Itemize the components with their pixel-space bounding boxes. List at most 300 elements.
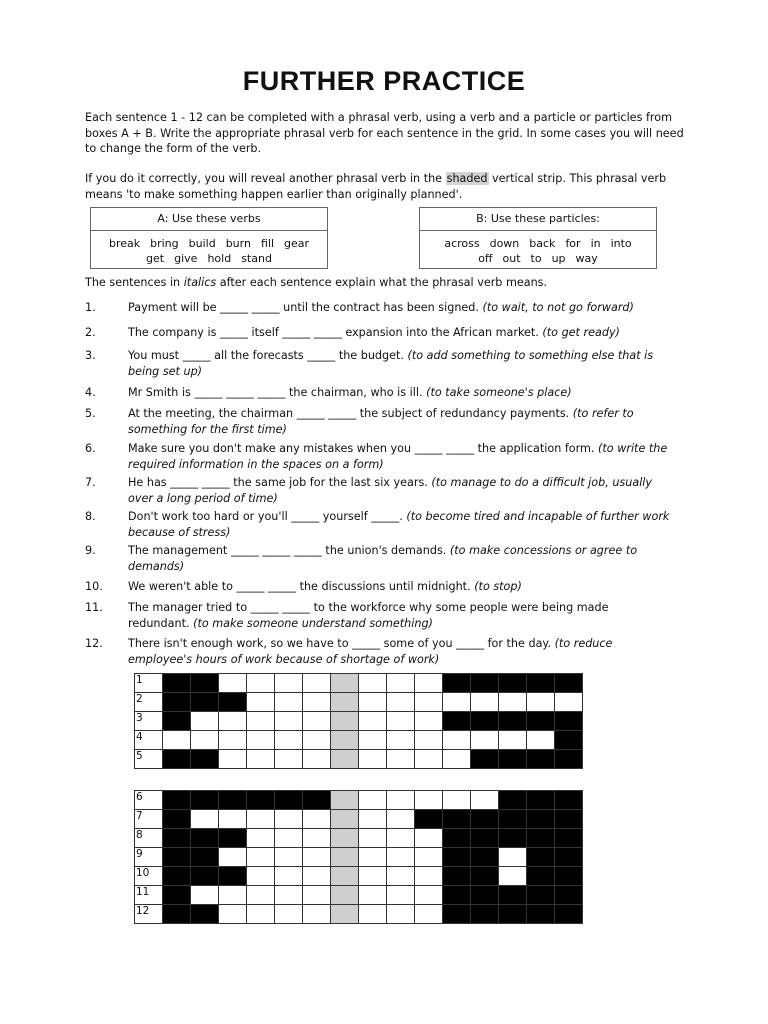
grid-cell <box>135 674 163 693</box>
grid-cell[interactable] <box>471 693 499 712</box>
grid-cell-blocked <box>163 905 191 924</box>
grid-cell-blocked <box>555 905 583 924</box>
grid-cell-blocked <box>499 886 527 905</box>
explain-end: after each sentence explain what the phrasal verb means. <box>216 276 548 289</box>
grid-row-label: 9 <box>136 848 143 860</box>
grid-row <box>135 750 583 769</box>
grid-cell <box>135 867 163 886</box>
grid-cell[interactable] <box>415 731 443 750</box>
verb-word: stand <box>241 252 272 265</box>
grid-cell-shaded[interactable] <box>331 693 359 712</box>
grid-cell[interactable] <box>247 674 275 693</box>
grid-cell-blocked <box>219 829 247 848</box>
grid-cell[interactable] <box>359 829 387 848</box>
grid-cell[interactable] <box>415 886 443 905</box>
grid-cell <box>135 848 163 867</box>
grid-cell-blocked <box>471 829 499 848</box>
sentence-body <box>128 325 670 341</box>
grid-cell[interactable] <box>219 712 247 731</box>
grid-cell-shaded[interactable] <box>331 674 359 693</box>
sentence-number: 9. <box>85 544 96 557</box>
page-title: FURTHER PRACTICE <box>242 66 526 96</box>
grid-cell[interactable] <box>275 712 303 731</box>
grid-cell[interactable] <box>247 867 275 886</box>
grid-cell[interactable] <box>415 712 443 731</box>
grid-cell-blocked <box>163 867 191 886</box>
verb-word: build <box>188 237 216 250</box>
sentence-body <box>128 300 670 316</box>
grid-cell[interactable] <box>415 848 443 867</box>
grid-cell[interactable] <box>219 731 247 750</box>
grid-cell[interactable] <box>275 905 303 924</box>
grid-row-label: 2 <box>136 693 143 705</box>
grid-row <box>135 791 583 810</box>
verbs-line-1 <box>91 236 327 251</box>
sentence-number: 10. <box>85 580 103 593</box>
grid-cell[interactable] <box>359 905 387 924</box>
grid-cell-blocked <box>443 867 471 886</box>
grid-cell[interactable] <box>415 791 443 810</box>
sentence-number: 4. <box>85 386 96 399</box>
grid-row <box>135 867 583 886</box>
grid-cell-blocked <box>471 886 499 905</box>
grid-cell-blocked <box>527 674 555 693</box>
grid-cell-blocked <box>163 791 191 810</box>
grid-cell[interactable] <box>275 829 303 848</box>
sentence-meaning: (to add something to something else that is being set up) <box>128 349 654 378</box>
grid-row <box>135 712 583 731</box>
grid-cell[interactable] <box>247 848 275 867</box>
grid-cell-blocked <box>499 712 527 731</box>
sentence-number: 5. <box>85 407 96 420</box>
grid-cell[interactable] <box>247 712 275 731</box>
grid-cell[interactable] <box>247 905 275 924</box>
sentence-number: 7. <box>85 476 96 489</box>
grid-cell[interactable] <box>303 829 331 848</box>
sentence-text: There isn't enough work, so we have to _____ some of you _____ for the day. <box>128 637 555 650</box>
grid-cell-blocked <box>191 848 219 867</box>
grid-cell-shaded[interactable] <box>331 712 359 731</box>
grid-cell[interactable] <box>303 848 331 867</box>
grid-cell-blocked <box>219 791 247 810</box>
grid-cell-blocked <box>219 867 247 886</box>
grid-cell[interactable] <box>387 693 415 712</box>
sentence-text: The company is _____ itself _____ _____ expansion into the African market. <box>128 326 543 339</box>
verb-word: give <box>174 252 198 265</box>
particle-word: back <box>529 237 556 250</box>
grid-row <box>135 829 583 848</box>
grid-cell-blocked <box>191 750 219 769</box>
particle-word: into <box>610 237 632 250</box>
grid-cell-shaded[interactable] <box>331 731 359 750</box>
grid-cell-blocked <box>555 886 583 905</box>
grid-row-label: 11 <box>136 886 150 898</box>
grid-cell-blocked <box>527 867 555 886</box>
crossword-grid-top <box>134 673 583 769</box>
grid-cell[interactable] <box>219 905 247 924</box>
grid-cell-blocked <box>471 867 499 886</box>
grid-cell[interactable] <box>359 693 387 712</box>
grid-cell[interactable] <box>303 905 331 924</box>
grid-cell-blocked <box>499 829 527 848</box>
grid-cell-blocked <box>499 791 527 810</box>
particle-word: down <box>489 237 520 250</box>
grid-cell[interactable] <box>275 867 303 886</box>
grid-cell[interactable] <box>359 867 387 886</box>
grid-cell[interactable] <box>387 712 415 731</box>
grid-cell[interactable] <box>387 791 415 810</box>
grid-cell[interactable] <box>443 750 471 769</box>
grid-cell <box>135 810 163 829</box>
grid-cell[interactable] <box>247 829 275 848</box>
grid-cell[interactable] <box>415 674 443 693</box>
grid-cell[interactable] <box>387 886 415 905</box>
sentence-meaning: (to manage to do a difficult job, usually over a long period of time) <box>128 476 653 505</box>
grid-cell-blocked <box>471 712 499 731</box>
grid-cell[interactable] <box>499 731 527 750</box>
particle-word: up <box>551 252 566 265</box>
grid-cell-blocked <box>219 693 247 712</box>
grid-cell-shaded[interactable] <box>331 867 359 886</box>
grid-cell-blocked <box>443 829 471 848</box>
grid-row-label: 10 <box>136 867 150 879</box>
grid-cell[interactable] <box>471 731 499 750</box>
grid-cell[interactable] <box>471 791 499 810</box>
grid-cell[interactable] <box>191 731 219 750</box>
sentence-text: At the meeting, the chairman _____ _____ the subject of redundancy payments. <box>128 407 573 420</box>
sentence-meaning: (to write the required information in the spaces on a form) <box>128 442 668 471</box>
grid-cell <box>135 886 163 905</box>
grid-cell-blocked <box>555 712 583 731</box>
explain-italic-word: italics <box>183 276 217 289</box>
verb-word: burn <box>225 237 251 250</box>
hidden-verb-text-start: If you do it correctly, you will reveal another phrasal verb in the <box>85 172 446 185</box>
verb-word: gear <box>284 237 310 250</box>
sentence-body <box>128 406 670 437</box>
grid-cell-blocked <box>471 810 499 829</box>
particles-line-2 <box>420 251 656 266</box>
particles-line-1 <box>420 236 656 251</box>
grid-row-label: 1 <box>136 674 143 686</box>
grid-cell-blocked <box>527 712 555 731</box>
sentence-text: Make sure you don't make any mistakes when you _____ _____ the application form. <box>128 442 599 455</box>
sentence-text: He has _____ _____ the same job for the last six years. <box>128 476 432 489</box>
sentence-meaning: (to become tired and incapable of further work because of stress) <box>128 510 670 539</box>
grid-cell[interactable] <box>219 848 247 867</box>
sentence-body <box>128 348 670 379</box>
sentence-meaning: (to get ready) <box>542 326 620 339</box>
grid-cell-blocked <box>555 791 583 810</box>
sentence-meaning: (to stop) <box>474 580 522 593</box>
grid-row <box>135 848 583 867</box>
grid-cell-blocked <box>443 712 471 731</box>
grid-cell[interactable] <box>443 693 471 712</box>
verb-word: hold <box>207 252 232 265</box>
grid-cell <box>135 712 163 731</box>
grid-cell[interactable] <box>219 886 247 905</box>
sentence-meaning: (to reduce employee's hours of work because of shortage of work) <box>128 637 613 666</box>
grid-cell <box>135 693 163 712</box>
grid-cell[interactable] <box>247 693 275 712</box>
grid-cell-blocked <box>527 905 555 924</box>
grid-cell-blocked <box>163 750 191 769</box>
grid-row-label: 6 <box>136 791 143 803</box>
grid-cell[interactable] <box>359 848 387 867</box>
particle-word: across <box>444 237 480 250</box>
grid-cell-blocked <box>555 810 583 829</box>
grid-cell-blocked <box>527 750 555 769</box>
sentence-number: 2. <box>85 326 96 339</box>
grid-cell[interactable] <box>359 791 387 810</box>
grid-cell[interactable] <box>443 731 471 750</box>
grid-cell[interactable] <box>247 750 275 769</box>
grid-cell-shaded[interactable] <box>331 886 359 905</box>
sentence-text: The management _____ _____ _____ the union's demands. <box>128 544 450 557</box>
grid-cell[interactable] <box>415 693 443 712</box>
grid-cell-blocked <box>555 867 583 886</box>
grid-row <box>135 810 583 829</box>
grid-cell-blocked <box>555 829 583 848</box>
grid-cell-blocked <box>303 791 331 810</box>
grid-cell-blocked <box>191 867 219 886</box>
sentence-body <box>128 441 670 472</box>
grid-cell-shaded[interactable] <box>331 750 359 769</box>
grid-cell[interactable] <box>275 731 303 750</box>
grid-cell[interactable] <box>303 886 331 905</box>
sentence-body <box>128 475 670 506</box>
grid-cell[interactable] <box>387 905 415 924</box>
verb-word: fill <box>260 237 275 250</box>
grid-row <box>135 674 583 693</box>
particle-word: out <box>502 252 521 265</box>
grid-cell-blocked <box>247 791 275 810</box>
sentence-text: Don't work too hard or you'll _____ yourself _____. <box>128 510 407 523</box>
grid-cell-blocked <box>275 791 303 810</box>
grid-cell[interactable] <box>387 810 415 829</box>
sentence-number: 11. <box>85 601 103 614</box>
grid-cell[interactable] <box>275 810 303 829</box>
sentence-body <box>128 579 670 595</box>
grid-cell <box>135 750 163 769</box>
hidden-verb-paragraph <box>85 171 685 202</box>
grid-cell[interactable] <box>219 810 247 829</box>
grid-cell-blocked <box>443 848 471 867</box>
grid-cell-blocked <box>163 829 191 848</box>
particle-word: way <box>575 252 598 265</box>
grid-cell[interactable] <box>499 848 527 867</box>
sentence-text: Mr Smith is _____ _____ _____ the chairman, who is ill. <box>128 386 427 399</box>
grid-cell-blocked <box>191 791 219 810</box>
particle-word: in <box>590 237 601 250</box>
grid-cell[interactable] <box>219 674 247 693</box>
grid-cell[interactable] <box>555 693 583 712</box>
sentence-body <box>128 543 670 574</box>
grid-cell[interactable] <box>359 674 387 693</box>
grid-cell-blocked <box>415 810 443 829</box>
grid-cell[interactable] <box>499 693 527 712</box>
grid-cell[interactable] <box>275 693 303 712</box>
grid-cell-blocked <box>471 848 499 867</box>
verb-word: bring <box>150 237 179 250</box>
grid-cell[interactable] <box>415 867 443 886</box>
grid-cell-blocked <box>443 674 471 693</box>
grid-cell[interactable] <box>415 905 443 924</box>
grid-row-label: 3 <box>136 712 143 724</box>
grid-cell-blocked <box>471 905 499 924</box>
grid-cell-blocked <box>499 674 527 693</box>
grid-cell[interactable] <box>359 886 387 905</box>
sentence-body <box>128 636 670 667</box>
grid-cell[interactable] <box>499 867 527 886</box>
grid-cell <box>135 791 163 810</box>
grid-cell[interactable] <box>359 750 387 769</box>
hidden-verb-text-end: vertical strip. This phrasal verb means 'to make something happen earlier than originally planned'. <box>85 172 667 201</box>
grid-cell <box>135 905 163 924</box>
grid-cell-blocked <box>527 791 555 810</box>
particle-word: to <box>530 252 542 265</box>
grid-cell[interactable] <box>387 829 415 848</box>
grid-cell[interactable] <box>275 886 303 905</box>
grid-cell-shaded[interactable] <box>331 791 359 810</box>
grid-cell-blocked <box>191 905 219 924</box>
grid-cell-shaded[interactable] <box>331 829 359 848</box>
verbs-box-heading: A: Use these verbs <box>91 208 327 231</box>
grid-cell[interactable] <box>527 731 555 750</box>
grid-cell-blocked <box>527 810 555 829</box>
grid-cell-blocked <box>443 886 471 905</box>
grid-cell-blocked <box>471 674 499 693</box>
grid-cell[interactable] <box>191 810 219 829</box>
sentence-text: You must _____ all the forecasts _____ the budget. <box>128 349 408 362</box>
grid-cell-blocked <box>555 848 583 867</box>
grid-cell[interactable] <box>303 674 331 693</box>
grid-cell[interactable] <box>247 810 275 829</box>
sentence-meaning: (to make concessions or agree to demands) <box>128 544 638 573</box>
grid-cell-blocked <box>163 848 191 867</box>
grid-row-label: 7 <box>136 810 143 822</box>
grid-cell[interactable] <box>359 731 387 750</box>
sentence-number: 8. <box>85 510 96 523</box>
sentence-meaning: (to wait, to not go forward) <box>482 301 634 314</box>
particle-word: for <box>565 237 581 250</box>
grid-cell[interactable] <box>303 867 331 886</box>
grid-cell-blocked <box>163 712 191 731</box>
grid-cell[interactable] <box>387 848 415 867</box>
grid-row <box>135 905 583 924</box>
verb-word: break <box>108 237 141 250</box>
grid-row <box>135 731 583 750</box>
grid-cell[interactable] <box>303 750 331 769</box>
grid-cell-blocked <box>163 810 191 829</box>
grid-cell-blocked <box>555 674 583 693</box>
grid-cell[interactable] <box>275 674 303 693</box>
grid-cell-blocked <box>527 886 555 905</box>
grid-cell-blocked <box>163 693 191 712</box>
grid-cell[interactable] <box>359 810 387 829</box>
grid-cell-blocked <box>191 674 219 693</box>
crossword-grid-bottom <box>134 790 583 924</box>
grid-cell-blocked <box>555 750 583 769</box>
explain-start: The sentences in <box>85 276 184 289</box>
grid-cell-shaded[interactable] <box>331 848 359 867</box>
grid-cell[interactable] <box>387 750 415 769</box>
grid-row <box>135 886 583 905</box>
grid-cell[interactable] <box>247 886 275 905</box>
grid-cell[interactable] <box>303 712 331 731</box>
sentence-number: 12. <box>85 637 103 650</box>
sentence-number: 6. <box>85 442 96 455</box>
grid-cell[interactable] <box>387 674 415 693</box>
grid-cell-blocked <box>443 905 471 924</box>
grid-cell-blocked <box>527 848 555 867</box>
instructions-paragraph: Each sentence 1 - 12 can be completed with a phrasal verb, using a verb and a particle or particles from boxes A + B. Write the appropriate phrasal verb for each sentence in the grid. In some cases you will need to change the form of the verb. <box>85 111 684 155</box>
grid-cell[interactable] <box>359 712 387 731</box>
grid-cell[interactable] <box>219 750 247 769</box>
grid-cell[interactable] <box>191 886 219 905</box>
sentence-body <box>128 600 670 631</box>
verbs-line-2 <box>91 251 327 266</box>
grid-cell[interactable] <box>303 731 331 750</box>
grid-row-label: 8 <box>136 829 143 841</box>
particles-box-heading: B: Use these particles: <box>420 208 656 231</box>
grid-row-label: 4 <box>136 731 143 743</box>
grid-cell[interactable] <box>443 791 471 810</box>
sentence-body <box>128 509 670 540</box>
grid-cell-blocked <box>443 810 471 829</box>
sentence-text: The manager tried to _____ _____ to the workforce why some people were being made redundant. <box>128 601 609 630</box>
grid-cell-blocked <box>555 731 583 750</box>
grid-cell-blocked <box>527 829 555 848</box>
verbs-box <box>90 207 328 269</box>
grid-cell[interactable] <box>191 712 219 731</box>
grid-row-label: 5 <box>136 750 143 762</box>
grid-cell-blocked <box>191 829 219 848</box>
grid-cell[interactable] <box>415 829 443 848</box>
sentence-text: We weren't able to _____ _____ the discussions until midnight. <box>128 580 475 593</box>
grid-cell[interactable] <box>387 867 415 886</box>
particles-box <box>419 207 657 269</box>
verb-word: get <box>146 252 165 265</box>
sentence-meaning: (to refer to something for the first time) <box>128 407 634 436</box>
grid-cell-blocked <box>191 693 219 712</box>
grid-cell-blocked <box>163 886 191 905</box>
grid-cell <box>135 829 163 848</box>
italics-explanation <box>85 276 547 289</box>
sentence-number: 3. <box>85 349 96 362</box>
grid-cell-blocked <box>499 810 527 829</box>
grid-cell[interactable] <box>527 693 555 712</box>
grid-cell[interactable] <box>415 750 443 769</box>
grid-cell-blocked <box>499 905 527 924</box>
sentence-meaning: (to take someone's place) <box>426 386 572 399</box>
grid-row-label: 12 <box>136 905 150 917</box>
grid-cell-blocked <box>163 674 191 693</box>
shaded-word: shaded <box>446 172 488 185</box>
grid-cell[interactable] <box>275 750 303 769</box>
particle-word: off <box>478 252 493 265</box>
grid-cell[interactable] <box>275 848 303 867</box>
grid-cell-shaded[interactable] <box>331 810 359 829</box>
grid-cell[interactable] <box>303 810 331 829</box>
grid-cell[interactable] <box>247 731 275 750</box>
sentence-body <box>128 385 670 401</box>
grid-cell[interactable] <box>387 731 415 750</box>
grid-row <box>135 693 583 712</box>
sentence-meaning: (to make someone understand something) <box>193 616 433 630</box>
grid-cell[interactable] <box>163 731 191 750</box>
grid-cell-shaded[interactable] <box>331 905 359 924</box>
grid-cell[interactable] <box>303 693 331 712</box>
